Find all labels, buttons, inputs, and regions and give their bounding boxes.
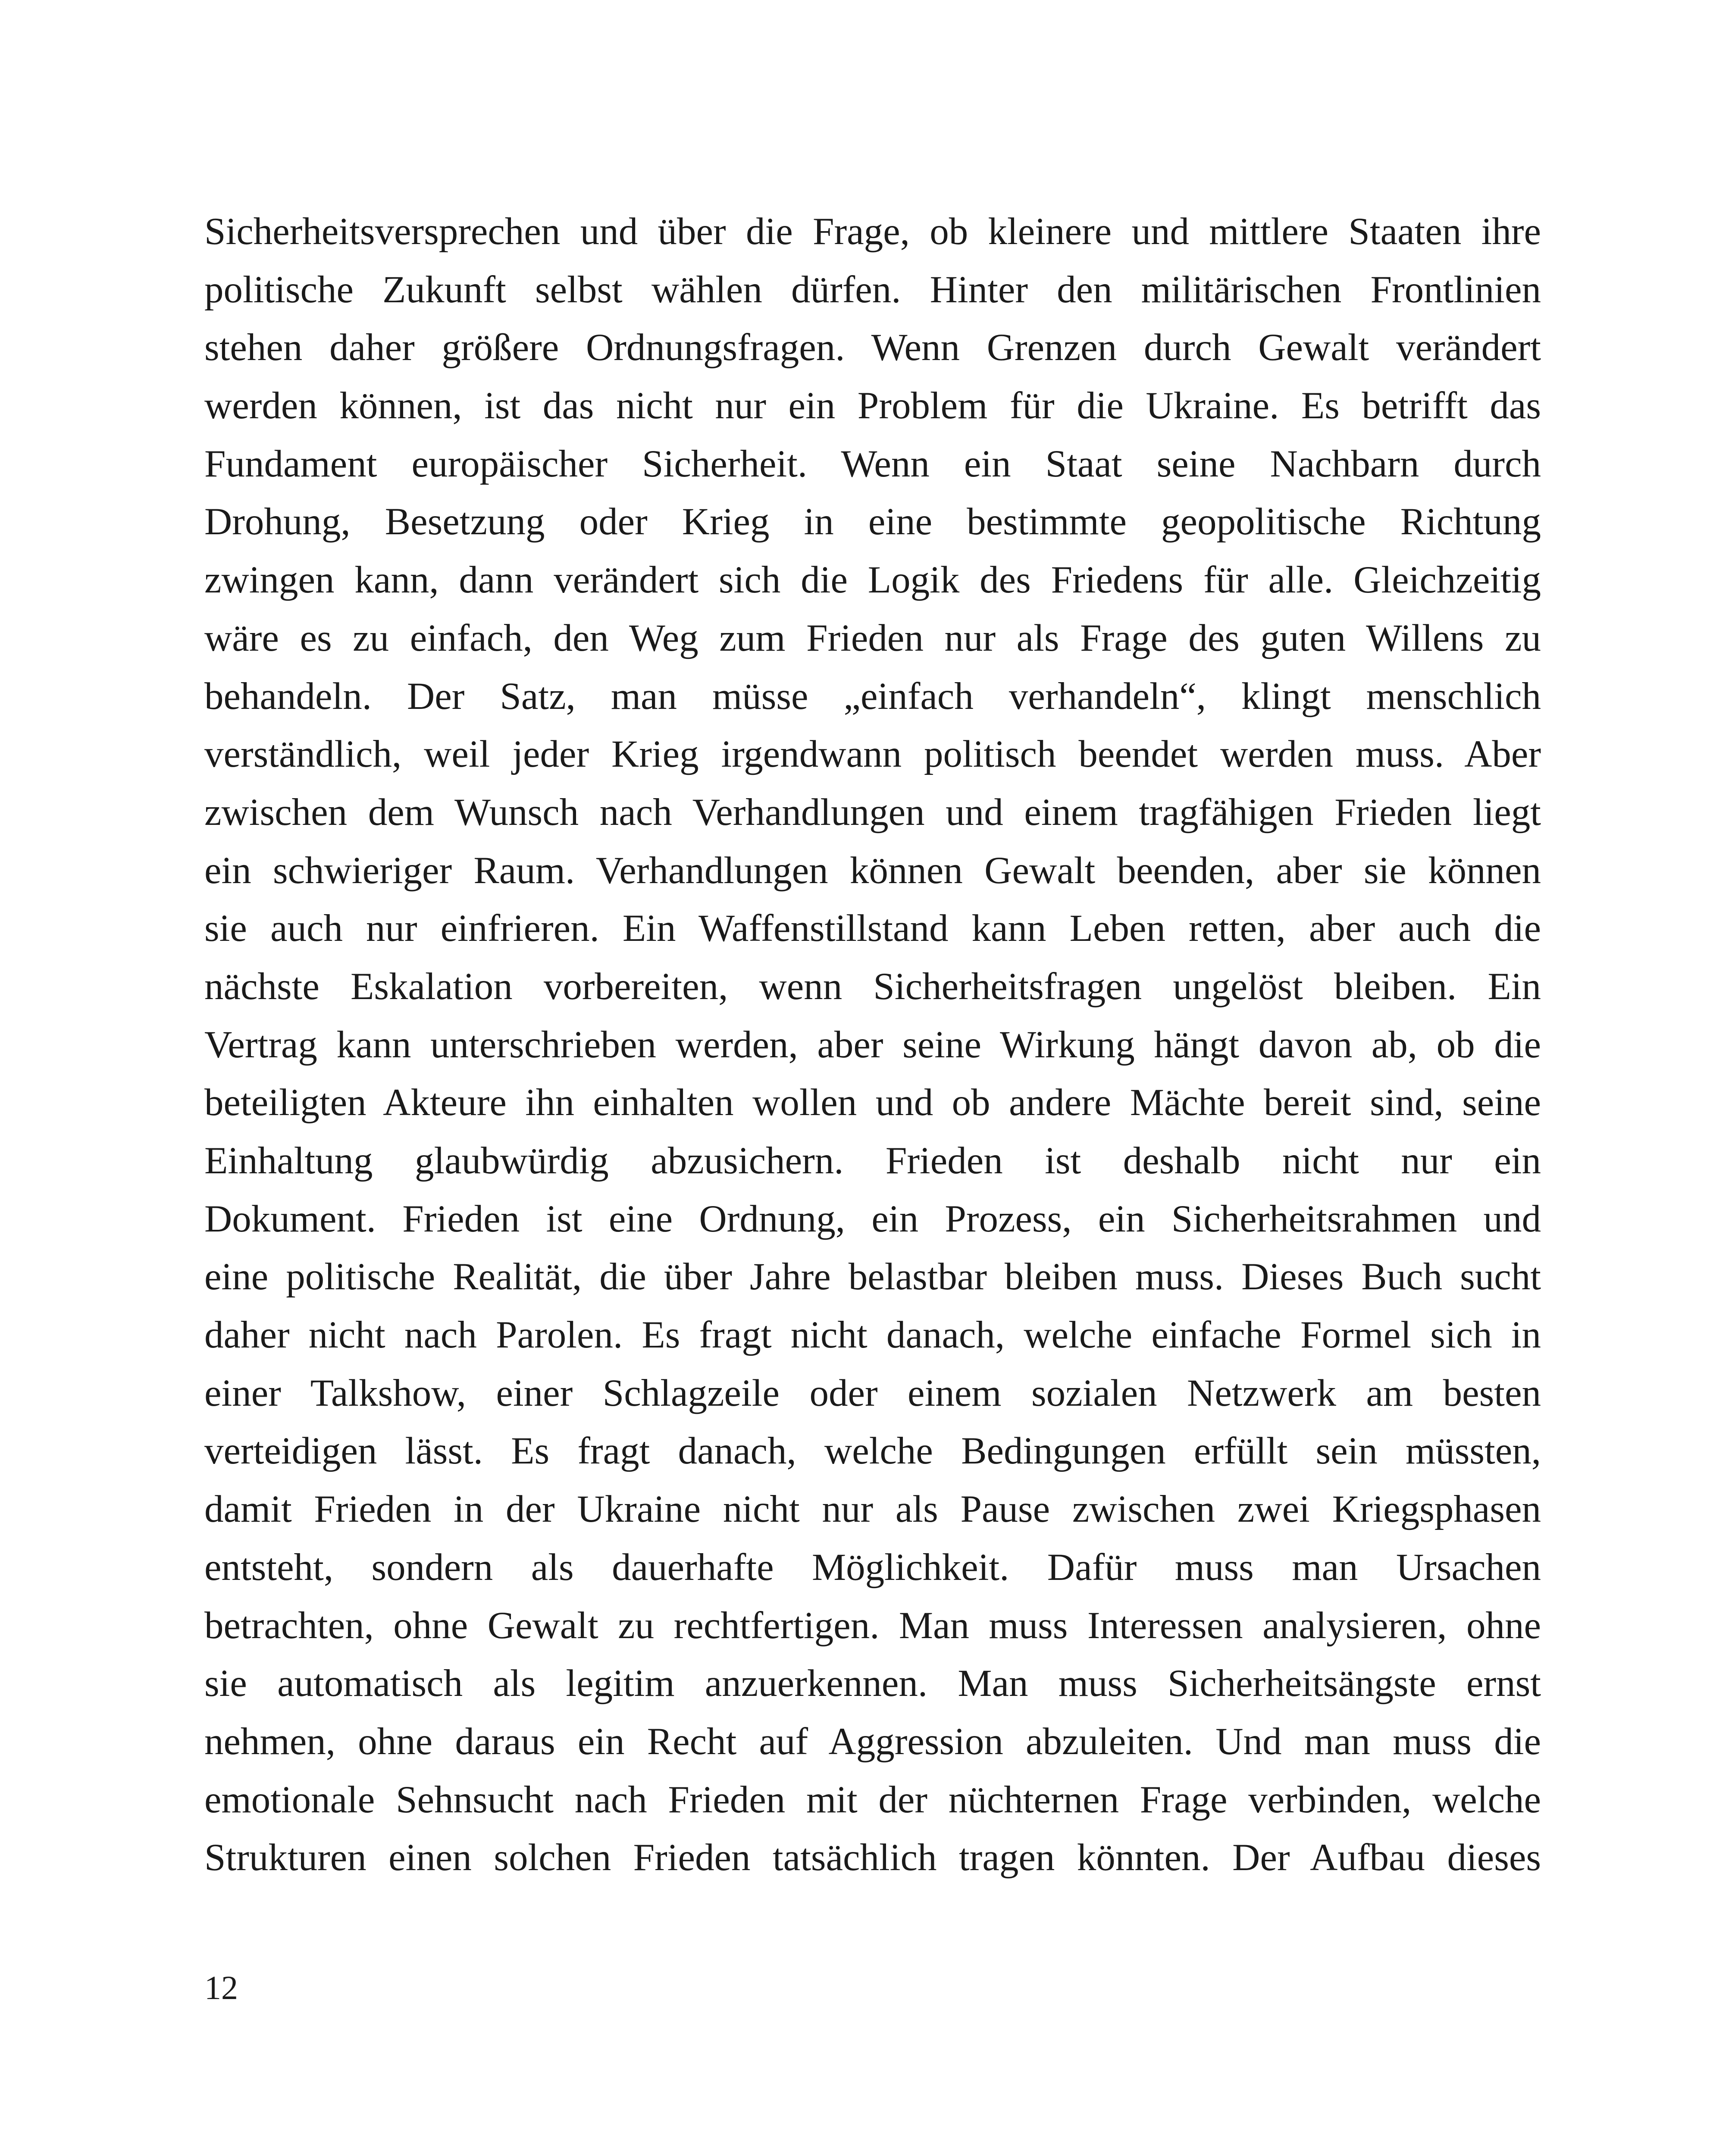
text-line: Strukturen einen solchen Frieden tatsächlich tragen könnten. Der Aufbau dieses — [204, 1836, 1541, 1879]
text-line: wäre es zu einfach, den Weg zum Frieden nur als Frage des guten Willens zu — [204, 617, 1541, 659]
text-line: politische Zukunft selbst wählen dürfen. Hinter den militärischen Frontlinien — [204, 268, 1541, 311]
text-line: verteidigen lässt. Es fragt danach, welche Bedingungen erfüllt sein müssten, — [204, 1430, 1541, 1473]
text-line: verständlich, weil jeder Krieg irgendwann politisch beendet werden muss. Aber — [204, 733, 1541, 776]
text-line: sie automatisch als legitim anzuerkennen. Man muss Sicherheitsängste ernst — [204, 1662, 1541, 1705]
page-number: 12 — [204, 1969, 238, 2006]
text-line: einer Talkshow, einer Schlagzeile oder einem sozialen Netzwerk am besten — [204, 1372, 1541, 1414]
text-line: zwischen dem Wunsch nach Verhandlungen und einem tragfähigen Frieden liegt — [204, 791, 1541, 834]
body-text — [204, 203, 1541, 1887]
text-line: ein schwieriger Raum. Verhandlungen können Gewalt beenden, aber sie können — [204, 849, 1541, 892]
text-line: Vertrag kann unterschrieben werden, aber seine Wirkung hängt davon ab, ob die — [204, 1023, 1541, 1066]
text-line: emotionale Sehnsucht nach Frieden mit der nüchternen Frage verbinden, welche — [204, 1778, 1541, 1821]
text-line: nächste Eskalation vorbereiten, wenn Sicherheitsfragen ungelöst bleiben. Ein — [204, 965, 1541, 1008]
text-line: stehen daher größere Ordnungsfragen. Wenn Grenzen durch Gewalt verändert — [204, 326, 1541, 369]
text-line: Dokument. Frieden ist eine Ordnung, ein Prozess, ein Sicherheitsrahmen und — [204, 1197, 1541, 1240]
text-line: Einhaltung glaubwürdig abzusichern. Frieden ist deshalb nicht nur ein — [204, 1140, 1541, 1182]
text-line: nehmen, ohne daraus ein Recht auf Aggression abzuleiten. Und man muss die — [204, 1720, 1541, 1763]
text-line: sie auch nur einfrieren. Ein Waffenstillstand kann Leben retten, aber auch die — [204, 907, 1541, 950]
text-line: Sicherheitsversprechen und über die Frage, ob kleinere und mittlere Staaten ihre — [204, 210, 1541, 253]
text-line: betrachten, ohne Gewalt zu rechtfertigen. Man muss Interessen analysieren, ohne — [204, 1604, 1541, 1647]
text-line: behandeln. Der Satz, man müsse „einfach verhandeln“, klingt menschlich — [204, 675, 1541, 718]
text-line: Fundament europäischer Sicherheit. Wenn ein Staat seine Nachbarn durch — [204, 442, 1541, 485]
text-line: entsteht, sondern als dauerhafte Möglichkeit. Dafür muss man Ursachen — [204, 1546, 1541, 1589]
text-line: damit Frieden in der Ukraine nicht nur als Pause zwischen zwei Kriegsphasen — [204, 1488, 1541, 1531]
text-line: daher nicht nach Parolen. Es fragt nicht danach, welche einfache Formel sich in — [204, 1314, 1541, 1357]
text-line: eine politische Realität, die über Jahre belastbar bleiben muss. Dieses Buch sucht — [204, 1256, 1541, 1298]
text-line: zwingen kann, dann verändert sich die Logik des Friedens für alle. Gleichzeitig — [204, 559, 1541, 602]
text-line: beteiligten Akteure ihn einhalten wollen und ob andere Mächte bereit sind, seine — [204, 1081, 1541, 1124]
text-line: werden können, ist das nicht nur ein Problem für die Ukraine. Es betrifft das — [204, 385, 1541, 427]
text-line: Drohung, Besetzung oder Krieg in eine bestimmte geopolitische Richtung — [204, 501, 1541, 543]
